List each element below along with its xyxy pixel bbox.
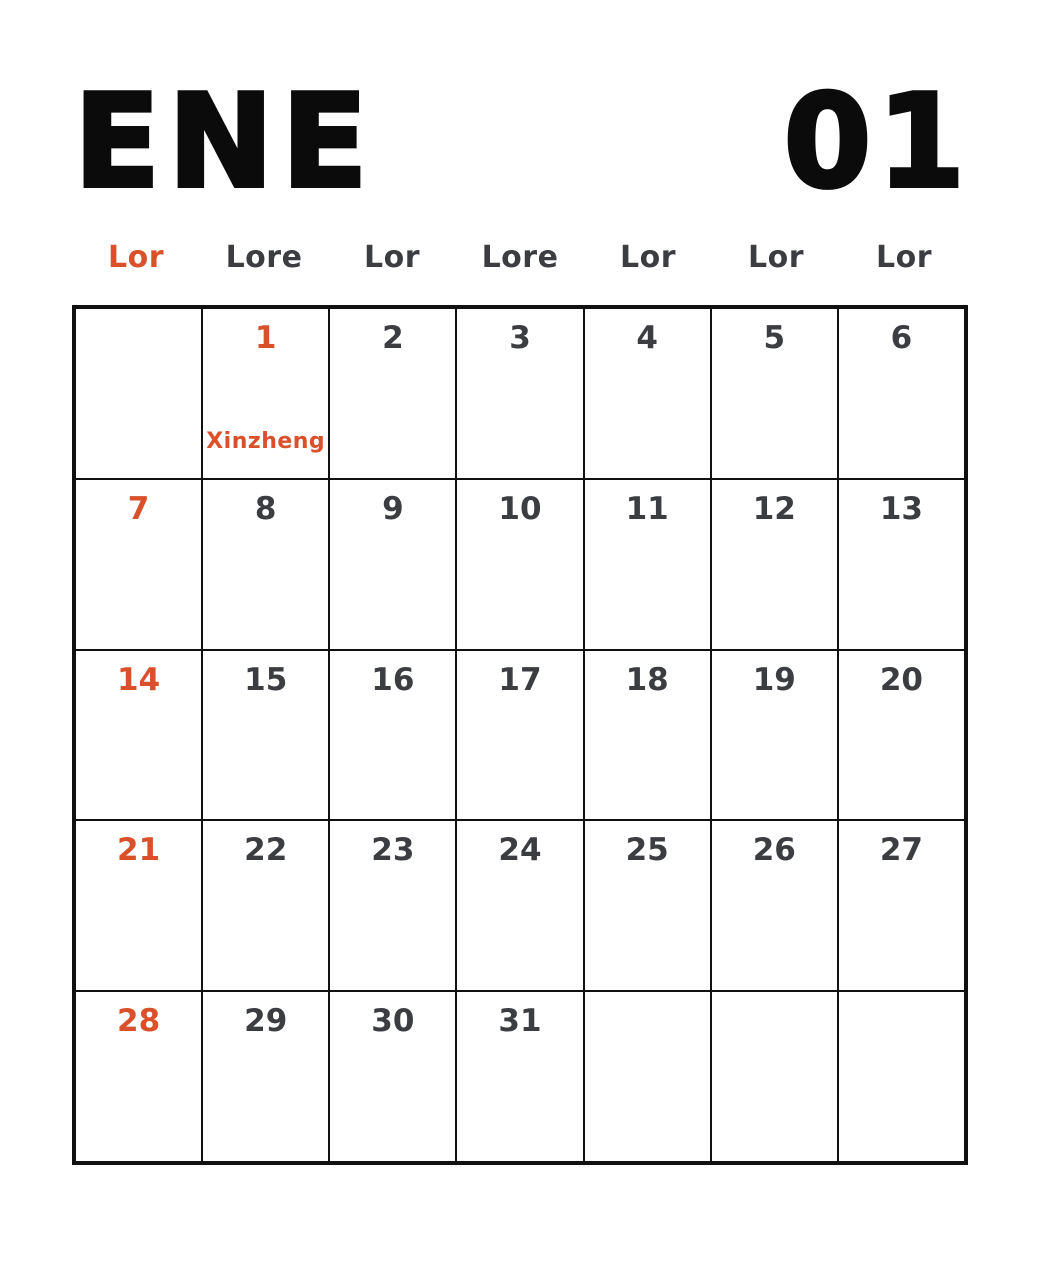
calendar-header	[0, 66, 1043, 217]
day-cell	[202, 650, 329, 821]
month-name: ENE	[74, 66, 376, 217]
day-number: 17	[498, 661, 542, 698]
day-cell	[838, 479, 965, 650]
day-number: 4	[636, 320, 658, 356]
weekday-header: Lore	[225, 239, 303, 275]
day-cell	[75, 479, 202, 650]
day-cell	[838, 308, 965, 479]
day-number: 31	[498, 1003, 542, 1040]
day-number: 14	[117, 661, 161, 698]
weekday-header: Lor	[619, 239, 677, 275]
day-cell	[202, 820, 329, 991]
weekday-header: Lor	[363, 239, 421, 275]
day-number: 3	[509, 320, 531, 356]
day-cell	[456, 479, 583, 650]
day-number: 7	[127, 490, 150, 527]
day-number: 23	[371, 832, 415, 869]
day-cell	[456, 650, 583, 821]
day-number: 29	[244, 1003, 288, 1040]
day-number: 19	[752, 661, 796, 698]
weekday-header-row	[72, 236, 968, 278]
day-cell	[711, 308, 838, 479]
day-cell	[711, 479, 838, 650]
day-cell	[456, 308, 583, 479]
day-number: 22	[244, 832, 288, 869]
day-number: 6	[890, 320, 913, 356]
day-number: 12	[752, 490, 796, 527]
empty-cell	[838, 991, 965, 1162]
day-number: 9	[382, 490, 404, 527]
day-cell	[75, 991, 202, 1162]
weekday-header: Lore	[481, 239, 559, 275]
day-number: 27	[879, 832, 923, 869]
month-number: 01	[783, 66, 971, 217]
day-cell	[329, 820, 456, 991]
calendar-grid	[72, 305, 968, 1165]
day-number: 26	[752, 832, 796, 869]
day-number: 8	[254, 490, 277, 527]
day-cell	[584, 820, 711, 991]
day-cell	[329, 650, 456, 821]
empty-cell	[75, 308, 202, 479]
empty-cell	[711, 991, 838, 1162]
day-number: 16	[371, 661, 415, 698]
empty-cell	[584, 991, 711, 1162]
day-number: 28	[117, 1003, 161, 1040]
day-cell	[584, 650, 711, 821]
day-number: 25	[625, 832, 669, 869]
day-number: 24	[498, 832, 542, 869]
day-cell	[456, 991, 583, 1162]
day-cell	[329, 308, 456, 479]
day-cell	[838, 820, 965, 991]
day-number: 20	[879, 661, 923, 698]
weekday-header: Lor	[747, 239, 805, 275]
day-cell	[329, 479, 456, 650]
day-cell	[584, 308, 711, 479]
day-number: 30	[371, 1003, 415, 1040]
day-cell	[838, 650, 965, 821]
day-number: 5	[763, 320, 786, 356]
weekday-header: Lor	[875, 239, 933, 275]
day-cell	[329, 991, 456, 1162]
day-number: 10	[498, 490, 542, 527]
day-cell	[711, 820, 838, 991]
day-number: 11	[625, 490, 669, 527]
day-cell	[711, 650, 838, 821]
day-cell	[584, 479, 711, 650]
day-number: 1	[254, 320, 277, 356]
day-number: 15	[244, 661, 288, 698]
day-cell	[202, 308, 329, 479]
day-cell	[202, 479, 329, 650]
day-cell	[456, 820, 583, 991]
day-cell	[202, 991, 329, 1162]
weekday-header: Lor	[107, 239, 165, 275]
day-number: 13	[879, 490, 923, 527]
day-cell	[75, 820, 202, 991]
day-number: 18	[625, 661, 669, 698]
holiday-label: Xinzheng	[206, 428, 326, 454]
day-number: 2	[382, 320, 404, 356]
day-number: 21	[117, 832, 161, 869]
day-cell	[75, 650, 202, 821]
